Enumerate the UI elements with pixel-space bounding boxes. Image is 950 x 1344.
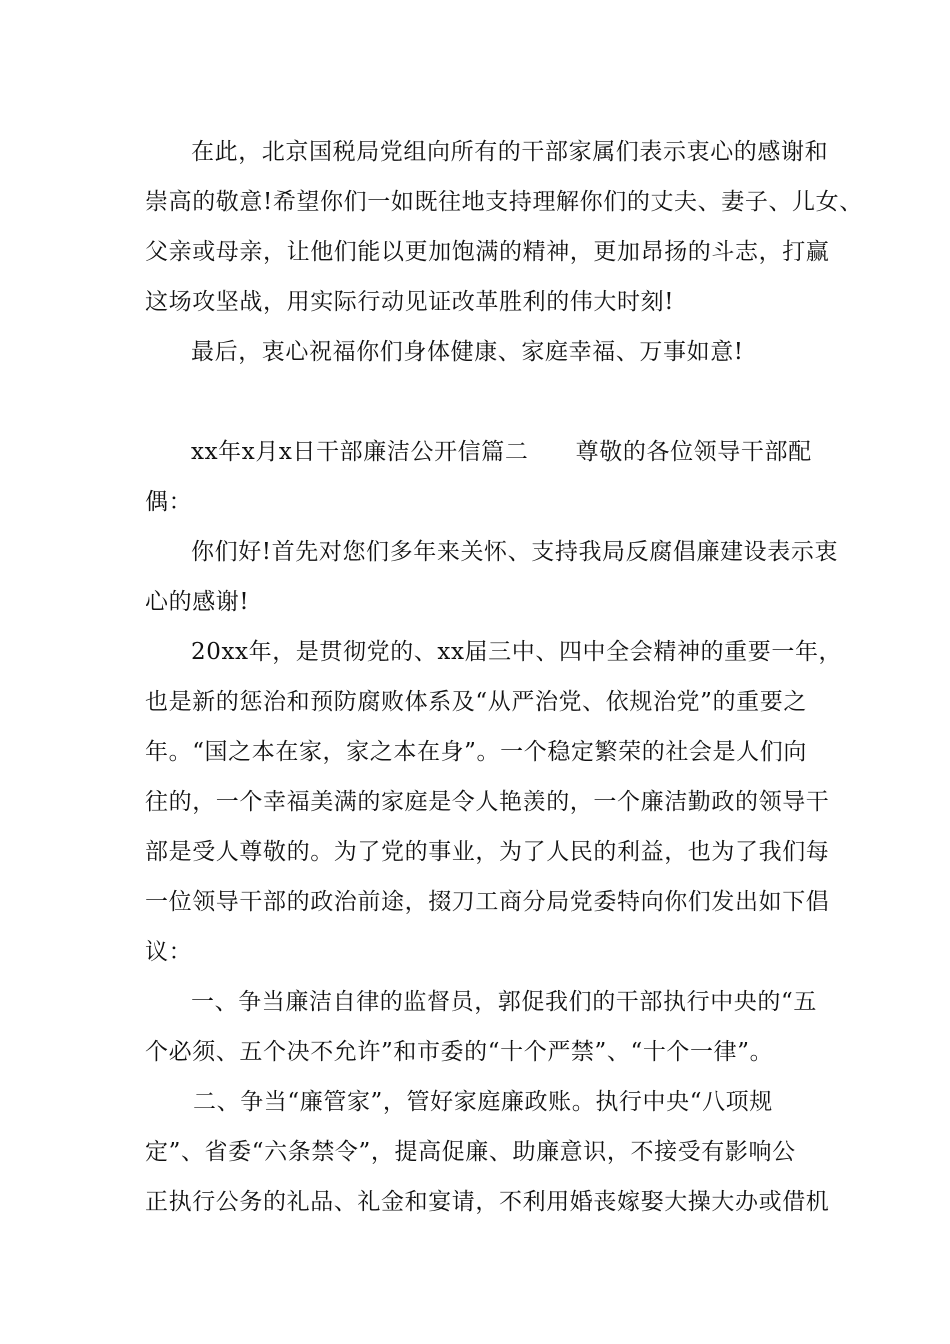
text-line: 这场攻坚战，用实际行动见证改革胜利的伟大时刻! [145, 289, 675, 315]
text-line: 年。“国之本在家，家之本在身”。一个稳定繁荣的社会是人们向 [145, 739, 807, 765]
text-line: 也是新的惩治和预防腐败体系及“从严治党、依规治党”的重要之 [145, 689, 807, 715]
text-line: 定”、省委“六条禁令”，提高促廉、助廉意识，不接受有影响公 [145, 1139, 796, 1165]
section-heading-line: xx年x月x日干部廉洁公开信篇二 尊敬的各位领导干部配 [191, 439, 812, 465]
text-line: 往的，一个幸福美满的家庭是令人艳羡的，一个廉洁勤政的领导干 [145, 789, 830, 815]
text-line: 你们好!首先对您们多年来关怀、支持我局反腐倡廉建设表示衷 [191, 539, 839, 565]
text-line: 20xx年，是贯彻党的、xx届三中、四中全会精神的重要一年， [191, 639, 843, 665]
text-line: 议： [145, 939, 193, 965]
text-line: 崇高的敬意!希望你们一如既往地支持理解你们的丈夫、妻子、儿女、 [145, 189, 863, 215]
text-line: 偶： [145, 489, 193, 515]
text-line: 心的感谢! [145, 589, 250, 615]
text-line: 在此，北京国税局党组向所有的干部家属们表示衷心的感谢和 [191, 139, 829, 165]
text-line: 最后，衷心祝福你们身体健康、家庭幸福、万事如意! [191, 339, 744, 365]
text-line: 一位领导干部的政治前途，掇刀工商分局党委特向你们发出如下倡 [145, 889, 830, 915]
text-line: 部是受人尊敬的。为了党的事业，为了人民的利益，也为了我们每 [145, 839, 830, 865]
text-line: 一、争当廉洁自律的监督员，郭促我们的干部执行中央的“五 [191, 989, 817, 1015]
text-line: 个必须、五个决不允许”和市委的“十个严禁”、“十个一律”。 [145, 1039, 774, 1065]
text-line: 父亲或母亲，让他们能以更加饱满的精神，更加昂扬的斗志，打赢 [145, 239, 830, 265]
text-line: 二、争当“廉管家”，管好家庭廉政账。执行中央“八项规 [193, 1089, 773, 1115]
text-line: 正执行公务的礼品、礼金和宴请，不利用婚丧嫁娶大操大办或借机 [145, 1189, 830, 1215]
